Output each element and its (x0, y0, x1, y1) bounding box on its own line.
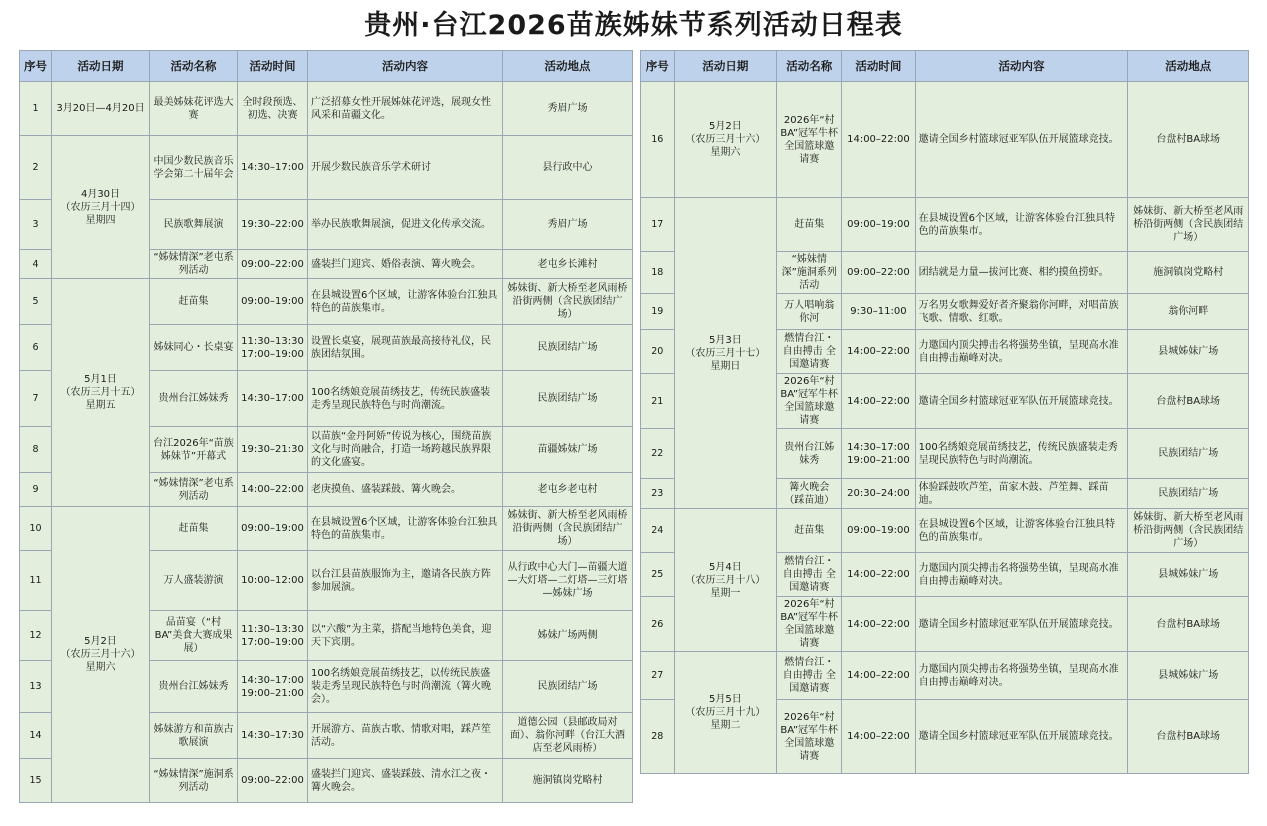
row-number-cell: 6 (20, 325, 52, 371)
activity-time-cell (842, 330, 915, 374)
activity-time-cell-line: 17:00–19:00 (241, 348, 304, 360)
activity-content-cell: 以苗族“金丹阿娇”传说为核心，围绕苗族文化与时尚融合，打造一场跨越民族界限的文化盛宴。 (308, 427, 503, 473)
row-number-cell: 14 (20, 713, 52, 759)
activity-time-cell-line: 14:30–17:00 (241, 162, 304, 173)
schedule-table-right (640, 50, 1249, 774)
activity-time-cell (842, 198, 915, 252)
date-cell-line: （农历三月十六） (685, 134, 766, 145)
date-cell (674, 82, 777, 198)
activity-name-cell: 最美姊妹花评选大赛 (150, 82, 238, 136)
activity-content-cell: 100名绣娘竞展苗绣技艺，以传统民族盛装走秀呈现民族特色与时尚潮流（篝火晚会）。 (308, 661, 503, 713)
header-cell-no: 序号 (20, 51, 52, 82)
activity-name-cell: “姊妹情深”老屯系列活动 (150, 250, 238, 279)
activity-place-cell: 台盘村BA球场 (1128, 597, 1249, 652)
date-cell-line: 星期六 (85, 662, 116, 673)
activity-content-cell: 开展少数民族音乐学术研讨 (308, 136, 503, 200)
date-cell (52, 279, 150, 507)
activity-place-cell: 老屯乡长滩村 (503, 250, 633, 279)
table-row (641, 82, 1249, 198)
activity-name-cell: 赶苗集 (777, 509, 842, 553)
date-cell-line: 5月2日 (84, 636, 117, 647)
activity-name-cell: 姊妹同心・长桌宴 (150, 325, 238, 371)
activity-name-cell: 品苗宴（“村BA”美食大赛成果展） (150, 611, 238, 661)
activity-name-cell: 2026年“村BA”冠军牛杯全国篮球邀请赛 (777, 700, 842, 774)
table-body (20, 82, 633, 803)
activity-time-cell-line: 19:00–21:00 (241, 687, 304, 699)
activity-content-cell: 100名绣娘竞展苗绣技艺，传统民族盛装走秀呈现民族特色与时尚潮流。 (308, 371, 503, 427)
date-cell-line: 3月20日—4月20日 (56, 103, 145, 114)
activity-name-cell: 民族歌舞展演 (150, 200, 238, 250)
activity-name-cell: 姊妹游方和苗族古歌展演 (150, 713, 238, 759)
row-number-cell: 25 (641, 553, 675, 597)
activity-content-cell: 举办民族歌舞展演，促进文化传承交流。 (308, 200, 503, 250)
activity-name-cell: 贵州台江姊妹秀 (777, 429, 842, 479)
activity-place-cell: 姊妹街、新大桥至老风雨桥沿街两侧（含民族团结广场） (1128, 509, 1249, 553)
activity-content-cell: 100名绣娘竞展苗绣技艺，传统民族盛装走秀呈现民族特色与时尚潮流。 (915, 429, 1128, 479)
date-cell-line: 星期五 (85, 400, 116, 411)
header-cell-content: 活动内容 (308, 51, 503, 82)
row-number-cell: 20 (641, 330, 675, 374)
activity-content-cell: 力邀国内顶尖搏击名将强势坐镇，呈现高水准自由搏击巅峰对决。 (915, 652, 1128, 700)
date-cell-line: 5月1日 (84, 374, 117, 385)
activity-name-cell: “姊妹情深”施洞系列活动 (777, 252, 842, 294)
activity-time-cell (238, 371, 308, 427)
activity-time-cell (238, 507, 308, 551)
header-cell-date: 活动日期 (674, 51, 777, 82)
date-cell-line: 星期二 (710, 720, 741, 731)
activity-place-cell: 苗疆姊妹广场 (503, 427, 633, 473)
activity-time-cell (238, 473, 308, 507)
table-row (641, 198, 1249, 252)
row-number-cell: 5 (20, 279, 52, 325)
activity-time-cell-line: 09:00–22:00 (847, 267, 910, 278)
activity-time-cell-line: 11:30–13:30 (241, 335, 304, 347)
table-row (641, 509, 1249, 553)
row-number-cell: 1 (20, 82, 52, 136)
activity-time-cell-line: 09:00–22:00 (241, 775, 304, 786)
activity-content-cell: 邀请全国乡村篮球冠亚军队伍开展篮球竞技。 (915, 82, 1128, 198)
activity-time-cell-line: 19:30–21:30 (241, 444, 304, 455)
activity-name-cell: 2026年“村BA”冠军牛杯全国篮球邀请赛 (777, 82, 842, 198)
activity-time-cell (238, 279, 308, 325)
date-cell-line: （农历三月十五） (60, 387, 141, 398)
header-cell-date: 活动日期 (52, 51, 150, 82)
date-cell-line: 星期四 (85, 214, 116, 226)
activity-name-cell: 2026年“村BA”冠军牛杯全国篮球邀请赛 (777, 597, 842, 652)
activity-place-cell: 县行政中心 (503, 136, 633, 200)
table-row (20, 82, 633, 136)
date-cell-line: 星期一 (710, 587, 741, 599)
row-number-cell: 12 (20, 611, 52, 661)
date-cell (674, 198, 777, 509)
activity-time-cell-line: 14:00–22:00 (847, 731, 910, 742)
date-cell-line: （农历三月十九） (685, 707, 766, 718)
header-cell-time: 活动时间 (238, 51, 308, 82)
activity-time-cell (238, 82, 308, 136)
activity-content-cell: 邀请全国乡村篮球冠亚军队伍开展篮球竞技。 (915, 374, 1128, 429)
date-cell-line: 星期六 (710, 147, 741, 158)
activity-name-cell: 燃情台江・自由搏击 全国邀请赛 (777, 330, 842, 374)
activity-time-cell-line: 19:00–21:00 (847, 454, 910, 466)
activity-time-cell (842, 429, 915, 479)
activity-time-cell (842, 479, 915, 509)
activity-time-cell-line: 14:00–22:00 (241, 484, 304, 495)
activity-content-cell: 在县城设置6个区域，让游客体验台江独具特色的苗族集市。 (308, 279, 503, 325)
activity-time-cell (842, 509, 915, 553)
activity-place-cell: 秀眉广场 (503, 82, 633, 136)
row-number-cell: 2 (20, 136, 52, 200)
date-cell-line: （农历三月十七） (685, 347, 766, 359)
activity-time-cell (842, 374, 915, 429)
header-cell-place: 活动地点 (1128, 51, 1249, 82)
activity-name-cell: 台江2026年“苗族姊妹节”开幕式 (150, 427, 238, 473)
activity-time-cell (842, 294, 915, 330)
row-number-cell: 21 (641, 374, 675, 429)
header-cell-name: 活动名称 (150, 51, 238, 82)
activity-time-cell (238, 611, 308, 661)
activity-name-cell: 燃情台江・自由搏击 全国邀请赛 (777, 553, 842, 597)
activity-time-cell-line: 14:00–22:00 (847, 134, 910, 145)
activity-time-cell (238, 325, 308, 371)
row-number-cell: 26 (641, 597, 675, 652)
header-cell-time: 活动时间 (842, 51, 915, 82)
activity-place-cell: 姊妹广场两侧 (503, 611, 633, 661)
activity-time-cell-line: 14:00–22:00 (847, 346, 910, 357)
activity-name-cell: 赶苗集 (777, 198, 842, 252)
table-header-row (20, 51, 633, 82)
table-row (641, 652, 1249, 700)
activity-time-cell-line: 20:30–24:00 (847, 488, 910, 499)
activity-time-cell-line: 09:00–19:00 (847, 525, 910, 536)
activity-content-cell: 在县城设置6个区域，让游客体验台江独具特色的苗族集市。 (308, 507, 503, 551)
activity-content-cell: 开展游方、苗族古歌、情歌对唱，踩芦笙活动。 (308, 713, 503, 759)
activity-content-cell: 万名男女歌舞爱好者齐聚翁你河畔，对唱苗族飞歌、情歌、红歌。 (915, 294, 1128, 330)
row-number-cell: 9 (20, 473, 52, 507)
activity-time-cell-line: 14:30–17:30 (241, 730, 304, 741)
date-cell (674, 652, 777, 774)
activity-place-cell: 姊妹街、新大桥至老风雨桥沿街两侧（含民族团结广场） (503, 507, 633, 551)
activity-time-cell (238, 661, 308, 713)
activity-time-cell-line: 09:00–19:00 (241, 523, 304, 534)
table-row (20, 279, 633, 325)
activity-content-cell: 邀请全国乡村篮球冠亚军队伍开展篮球竞技。 (915, 597, 1128, 652)
activity-place-cell: 老屯乡老屯村 (503, 473, 633, 507)
date-cell-line: 5月5日 (709, 694, 742, 705)
activity-name-cell: 2026年“村BA”冠军牛杯全国篮球邀请赛 (777, 374, 842, 429)
header-cell-place: 活动地点 (503, 51, 633, 82)
activity-content-cell: 广泛招募女性开展姊妹花评选，展现女性风采和苗疆文化。 (308, 82, 503, 136)
activity-time-cell-line: 09:00–19:00 (241, 296, 304, 307)
activity-place-cell: 民族团结广场 (503, 661, 633, 713)
activity-time-cell (842, 82, 915, 198)
activity-place-cell: 县城姊妹广场 (1128, 330, 1249, 374)
date-cell-line: （农历三月十四） (60, 201, 141, 213)
activity-content-cell: 设置长桌宴，展现苗族最高接待礼仪，民族团结氛围。 (308, 325, 503, 371)
activity-name-cell: 篝火晚会（踩苗迪） (777, 479, 842, 509)
activity-time-cell-line: 全时段预选、 (242, 96, 303, 108)
activity-time-cell-line: 19:30–22:00 (241, 219, 304, 230)
date-cell-line: 5月2日 (709, 121, 742, 132)
activity-place-cell: 台盘村BA球场 (1128, 700, 1249, 774)
activity-time-cell-line: 09:00–22:00 (241, 258, 304, 270)
table-body (641, 82, 1249, 774)
row-number-cell: 16 (641, 82, 675, 198)
activity-time-cell-line: 初选、决赛 (247, 109, 298, 121)
activity-place-cell: 县城姊妹广场 (1128, 553, 1249, 597)
activity-time-cell-line: 10:00–12:00 (241, 575, 304, 586)
date-cell (52, 82, 150, 136)
activity-time-cell-line: 14:00–22:00 (847, 670, 910, 681)
activity-time-cell (238, 136, 308, 200)
activity-time-cell-line: 14:00–22:00 (847, 395, 910, 407)
activity-name-cell: 贵州台江姊妹秀 (150, 661, 238, 713)
activity-name-cell: 万人盛装游演 (150, 551, 238, 611)
activity-content-cell: 盛装拦门迎宾、婚俗表演、篝火晚会。 (308, 250, 503, 279)
activity-content-cell: 体验踩鼓吹芦笙，苗家木鼓、芦笙舞、踩苗迪。 (915, 479, 1128, 509)
activity-place-cell: 台盘村BA球场 (1128, 374, 1249, 429)
activity-place-cell: 道德公园（县邮政局对面）、翁你河畔（台江大酒店至老风雨桥） (503, 713, 633, 759)
schedule-table-left (19, 50, 633, 803)
activity-place-cell: 翁你河畔 (1128, 294, 1249, 330)
activity-content-cell: 邀请全国乡村篮球冠亚军队伍开展篮球竞技。 (915, 700, 1128, 774)
activity-time-cell-line: 9:30–11:00 (850, 306, 907, 317)
activity-place-cell: 县城姊妹广场 (1128, 652, 1249, 700)
activity-time-cell-line: 14:30–17:00 (241, 393, 304, 404)
activity-name-cell: 中国少数民族音乐学会第二十届年会 (150, 136, 238, 200)
activity-time-cell-line: 17:00–19:00 (241, 636, 304, 648)
activity-time-cell-line: 14:30–17:00 (847, 441, 910, 453)
row-number-cell: 24 (641, 509, 675, 553)
activity-time-cell-line: 09:00–19:00 (847, 219, 910, 230)
date-cell-line: 星期日 (710, 360, 741, 372)
activity-content-cell: 力邀国内顶尖搏击名将强势坐镇，呈现高水准自由搏击巅峰对决。 (915, 330, 1128, 374)
activity-place-cell: 姊妹街、新大桥至老风雨桥沿街两侧（含民族团结广场） (503, 279, 633, 325)
table-header-row (641, 51, 1249, 82)
row-number-cell: 15 (20, 759, 52, 803)
table-row (20, 136, 633, 200)
activity-name-cell: “姊妹情深”施洞系列活动 (150, 759, 238, 803)
activity-name-cell: 赶苗集 (150, 279, 238, 325)
activity-name-cell: 燃情台江・自由搏击 全国邀请赛 (777, 652, 842, 700)
activity-time-cell (238, 551, 308, 611)
activity-time-cell-line: 14:00–22:00 (847, 569, 910, 580)
date-cell-line: 4月30日 (80, 188, 121, 200)
row-number-cell: 3 (20, 200, 52, 250)
activity-content-cell: 在县城设置6个区域，让游客体验台江独具特色的苗族集市。 (915, 509, 1128, 553)
date-cell-line: （农历三月十八） (685, 574, 766, 586)
date-cell (674, 509, 777, 652)
activity-content-cell: 老庚摸鱼、盛装踩鼓、篝火晚会。 (308, 473, 503, 507)
date-cell (52, 507, 150, 803)
date-cell-line: 5月3日 (709, 334, 742, 346)
row-number-cell: 22 (641, 429, 675, 479)
row-number-cell: 10 (20, 507, 52, 551)
header-cell-name: 活动名称 (777, 51, 842, 82)
activity-place-cell: 秀眉广场 (503, 200, 633, 250)
activity-content-cell: 盛装拦门迎宾、盛装踩鼓、清水江之夜・篝火晚会。 (308, 759, 503, 803)
activity-name-cell: 万人唱响翁你河 (777, 294, 842, 330)
activity-time-cell (238, 427, 308, 473)
activity-content-cell: 以“六酸”为主菜，搭配当地特色美食，迎天下宾朋。 (308, 611, 503, 661)
header-cell-no: 序号 (641, 51, 675, 82)
header-cell-content: 活动内容 (915, 51, 1128, 82)
row-number-cell: 17 (641, 198, 675, 252)
activity-place-cell: 施洞镇岗党略村 (503, 759, 633, 803)
row-number-cell: 7 (20, 371, 52, 427)
activity-name-cell: “姊妹情深”老屯系列活动 (150, 473, 238, 507)
table-row (20, 507, 633, 551)
activity-time-cell-line: 14:00–22:00 (847, 618, 910, 630)
activity-time-cell (238, 200, 308, 250)
activity-name-cell: 赶苗集 (150, 507, 238, 551)
activity-time-cell (238, 713, 308, 759)
activity-time-cell (238, 250, 308, 279)
row-number-cell: 8 (20, 427, 52, 473)
activity-time-cell (238, 759, 308, 803)
activity-place-cell: 从行政中心大门—苗疆大道—大灯塔—二灯塔—三灯塔—姊妹广场 (503, 551, 633, 611)
row-number-cell: 23 (641, 479, 675, 509)
date-cell (52, 136, 150, 279)
activity-place-cell: 台盘村BA球场 (1128, 82, 1249, 198)
activity-place-cell: 民族团结广场 (503, 371, 633, 427)
row-number-cell: 27 (641, 652, 675, 700)
row-number-cell: 28 (641, 700, 675, 774)
activity-content-cell: 团结就是力量—拔河比赛、相约摸鱼捞虾。 (915, 252, 1128, 294)
row-number-cell: 4 (20, 250, 52, 279)
row-number-cell: 13 (20, 661, 52, 713)
date-cell-line: （农历三月十六） (60, 649, 141, 660)
activity-content-cell: 力邀国内顶尖搏击名将强势坐镇，呈现高水准自由搏击巅峰对决。 (915, 553, 1128, 597)
row-number-cell: 11 (20, 551, 52, 611)
activity-time-cell (842, 652, 915, 700)
activity-time-cell (842, 252, 915, 294)
activity-place-cell: 民族团结广场 (1128, 479, 1249, 509)
activity-place-cell: 姊妹街、新大桥至老风雨桥沿街两侧（含民族团结广场） (1128, 198, 1249, 252)
date-cell-line: 5月4日 (709, 561, 742, 573)
page-title: 贵州·台江2026苗族姊妹节系列活动日程表 (364, 10, 903, 41)
activity-place-cell: 施洞镇岗党略村 (1128, 252, 1249, 294)
activity-place-cell: 民族团结广场 (1128, 429, 1249, 479)
activity-content-cell: 以台江县苗族服饰为主，邀请各民族方阵参加展演。 (308, 551, 503, 611)
activity-time-cell-line: 11:30–13:30 (241, 623, 304, 635)
row-number-cell: 18 (641, 252, 675, 294)
activity-time-cell (842, 597, 915, 652)
activity-time-cell-line: 14:30–17:00 (241, 674, 304, 686)
row-number-cell: 19 (641, 294, 675, 330)
activity-content-cell: 在县城设置6个区域，让游客体验台江独具特色的苗族集市。 (915, 198, 1128, 252)
activity-time-cell (842, 700, 915, 774)
activity-name-cell: 贵州台江姊妹秀 (150, 371, 238, 427)
activity-place-cell: 民族团结广场 (503, 325, 633, 371)
activity-time-cell (842, 553, 915, 597)
